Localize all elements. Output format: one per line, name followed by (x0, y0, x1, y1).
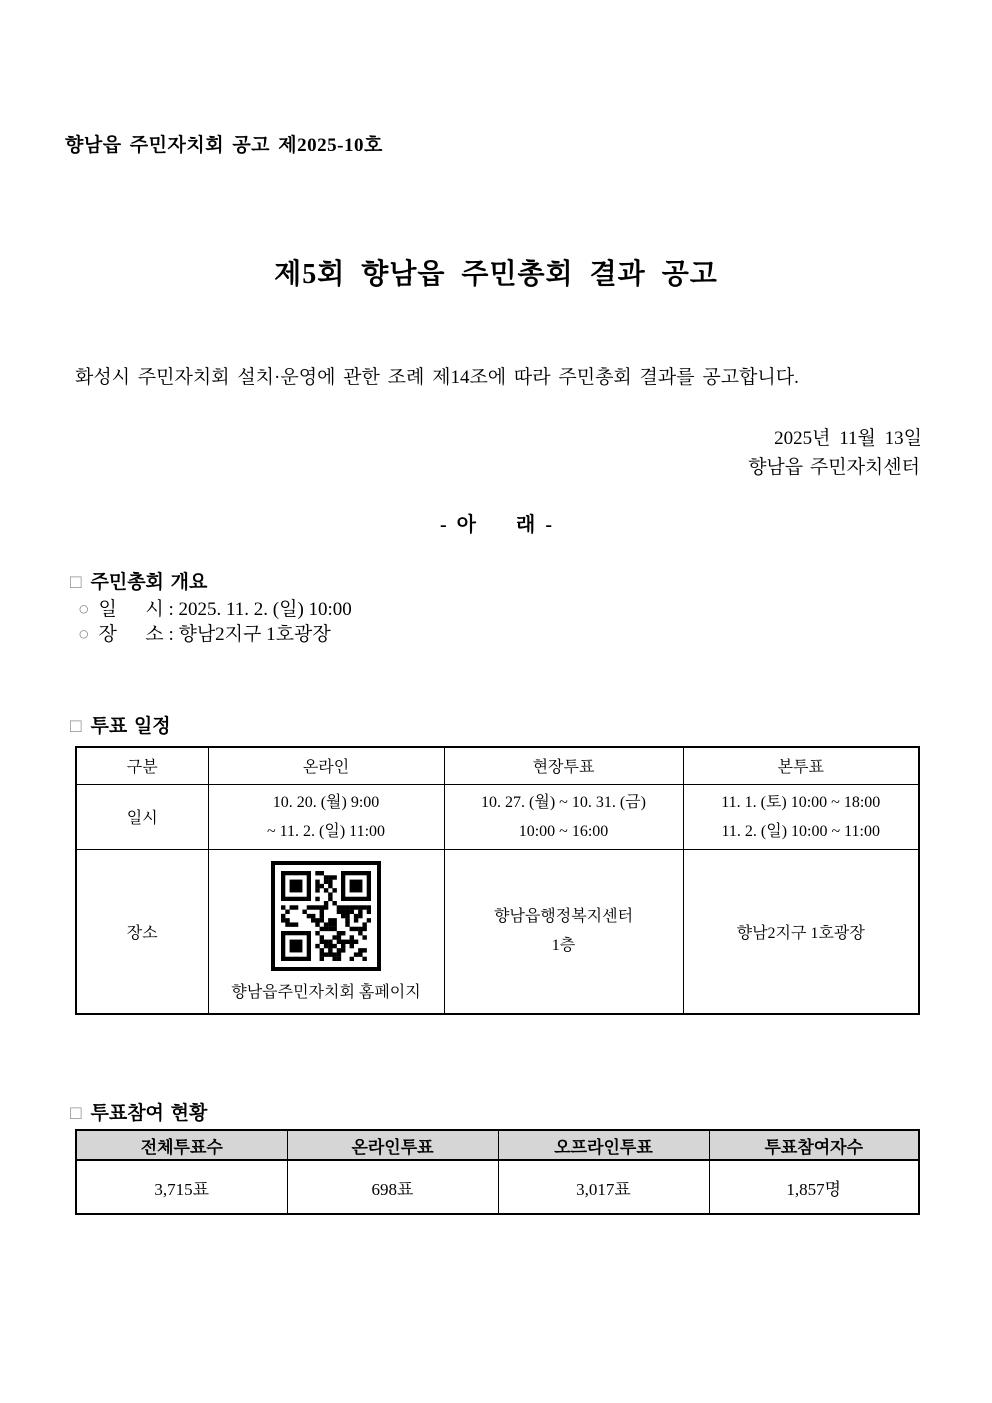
overview-item-datetime (78, 594, 352, 621)
section-title-schedule (70, 711, 171, 738)
overview-item-datetime-text: 일 시 : 2025. 11. 2. (일) 10:00 (98, 599, 352, 620)
value-offline-votes: 3,017표 (498, 1160, 709, 1214)
col-header-online: 온라인 (208, 747, 444, 784)
qr-caption: 향남읍주민자치회 홈페이지 (231, 983, 421, 1001)
page-title: 제5회 향남읍 주민총회 결과 공고 (274, 259, 718, 290)
section-title-schedule-label: 투표 일정 (90, 716, 171, 737)
participation-table (75, 1129, 920, 1215)
value-participants: 1,857명 (709, 1160, 919, 1214)
value-online-votes: 698표 (287, 1160, 498, 1214)
below-divider: - 아 래 - (440, 514, 552, 536)
col-header-category: 구분 (76, 747, 208, 784)
cell-online-place (208, 849, 444, 1014)
section-title-overview (70, 567, 207, 594)
overview-item-place-text: 장 소 : 향남2지구 1호광장 (98, 624, 331, 645)
cell-online-datetime (208, 784, 444, 849)
body-paragraph: 화성시 주민자치회 설치·운영에 관한 조례 제14조에 따라 주민총회 결과를 공고합니다. (75, 367, 799, 388)
section-title-participation-label: 투표참여 현황 (90, 1103, 208, 1124)
square-bullet-icon: □ (70, 716, 82, 737)
col-header-offline-votes: 오프라인투표 (498, 1130, 709, 1160)
col-header-main: 본투표 (683, 747, 919, 784)
col-header-onsite: 현장투표 (444, 747, 683, 784)
square-bullet-icon: □ (70, 1103, 82, 1124)
cell-onsite-datetime (444, 784, 683, 849)
table-value-row (76, 1160, 919, 1214)
table-header-row (76, 1130, 919, 1160)
section-title-overview-label: 주민총회 개요 (90, 572, 208, 593)
col-header-total-votes: 전체투표수 (76, 1130, 287, 1160)
circle-bullet-icon: ○ (78, 599, 90, 620)
main-datetime-line1: 11. 1. (토) 10:00 ~ 18:00 (721, 793, 881, 811)
onsite-datetime-line1: 10. 27. (월) ~ 10. 31. (금) (481, 793, 646, 811)
onsite-place-line2: 1층 (551, 937, 576, 955)
onsite-place-line1: 향남읍행정복지센터 (493, 908, 634, 926)
value-total-votes: 3,715표 (76, 1160, 287, 1214)
vote-schedule-table (75, 746, 920, 1015)
main-datetime-line2: 11. 2. (일) 10:00 ~ 11:00 (721, 822, 880, 840)
online-datetime-line2: ~ 11. 2. (일) 11:00 (266, 822, 386, 840)
row-label-datetime: 일시 (76, 784, 208, 849)
onsite-datetime-line2: 10:00 ~ 16:00 (518, 822, 609, 840)
col-header-participants: 투표참여자수 (709, 1130, 919, 1160)
qr-code-icon (271, 861, 381, 971)
table-header-row (76, 747, 919, 784)
cell-main-place: 향남2지구 1호광장 (683, 849, 919, 1014)
square-bullet-icon: □ (70, 572, 82, 593)
notice-number: 향남읍 주민자치회 공고 제2025-10호 (65, 135, 383, 156)
table-row-place (76, 849, 919, 1014)
overview-item-place (78, 619, 331, 646)
online-datetime-line1: 10. 20. (월) 9:00 (272, 793, 380, 811)
col-header-online-votes: 온라인투표 (287, 1130, 498, 1160)
cell-onsite-place (444, 849, 683, 1014)
table-row-datetime (76, 784, 919, 849)
qr-code-pattern (281, 871, 371, 961)
row-label-place: 장소 (76, 849, 208, 1014)
issuer-name: 향남읍 주민자치센터 (748, 457, 920, 478)
section-title-participation (70, 1098, 207, 1125)
cell-main-datetime (683, 784, 919, 849)
announcement-date: 2025년 11월 13일 (774, 428, 922, 449)
circle-bullet-icon: ○ (78, 624, 90, 645)
